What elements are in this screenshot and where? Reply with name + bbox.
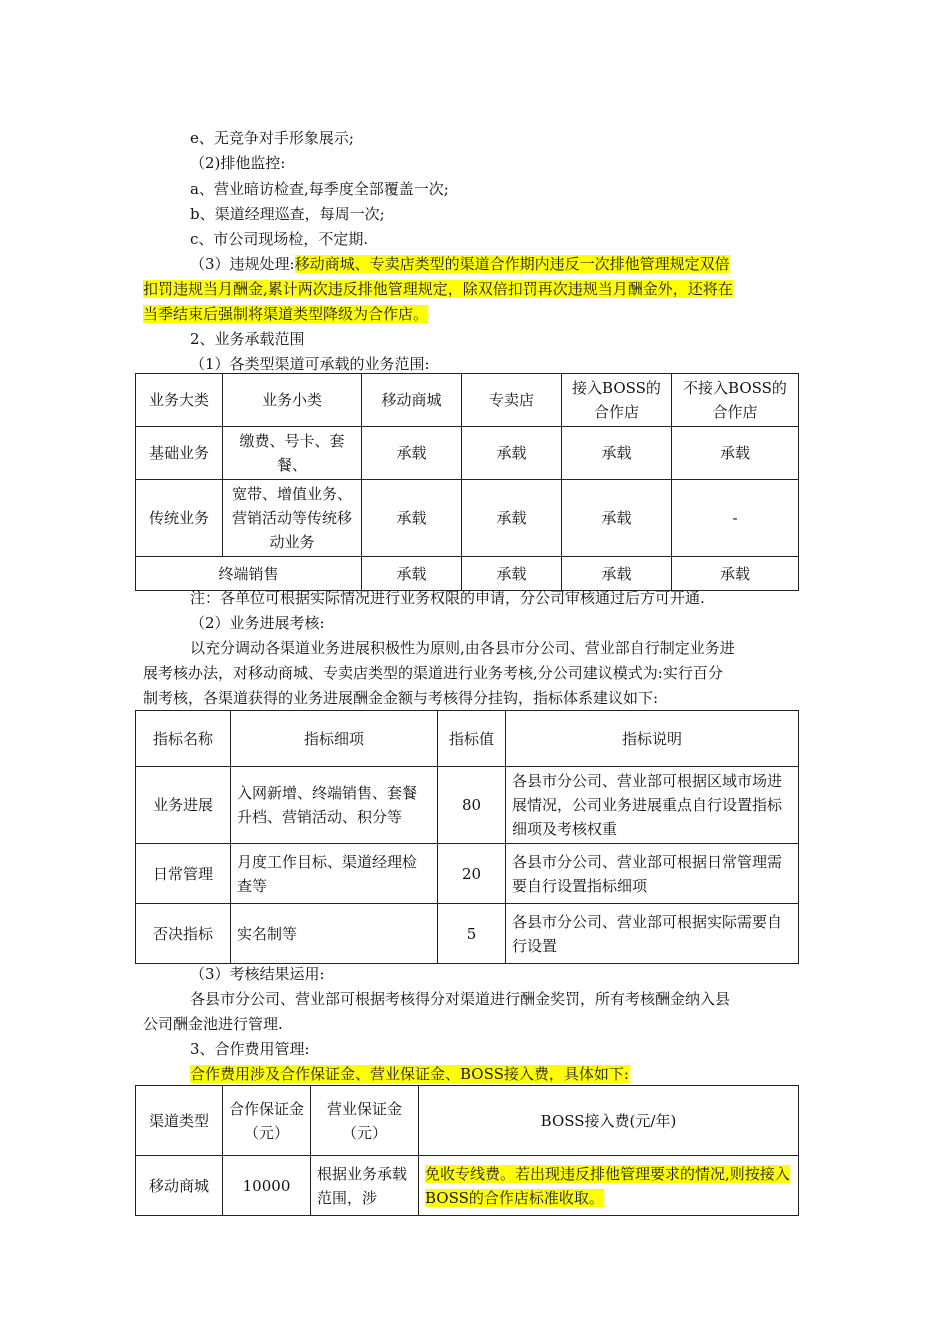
table-cell: 各县市分公司、营业部可根据日常管理需要自行设置指标细项 — [506, 844, 799, 904]
violation-heading: （3）违规处理: — [190, 255, 295, 273]
table-cell: 承载 — [562, 480, 672, 557]
table-cell: 移动商城 — [136, 1156, 223, 1216]
table-cell: 基础业务 — [136, 427, 223, 480]
table-header-cell: BOSS接入费(元/年) — [419, 1086, 799, 1156]
table-cell: 日常管理 — [136, 844, 231, 904]
table-header-cell: 业务小类 — [223, 374, 362, 427]
table-cell: 传统业务 — [136, 480, 223, 557]
list-item-a: a、营业暗访检查,每季度全部覆盖一次; — [190, 180, 449, 198]
table-header-cell: 移动商城 — [362, 374, 462, 427]
cooperation-fee-table — [135, 1085, 799, 1216]
result-heading: （3）考核结果运用: — [190, 965, 325, 983]
fee-cell-highlight: 免收专线费。若出现违反排他管理要求的情况,则按接入BOSS的合作店标准收取。 — [425, 1164, 790, 1207]
violation-highlight-1: 移动商城、专卖店类型的渠道合作期内违反一次排他管理规定双倍 — [294, 255, 730, 273]
table-cell: 业务进展 — [136, 767, 231, 844]
scope-heading: （1）各类型渠道可承载的业务范围: — [190, 355, 430, 373]
violation-highlight-2: 扣罚违规当月酬金,累计两次违反排他管理规定，除双倍扣罚再次违规当月酬金外，还将在 — [143, 280, 733, 298]
assessment-index-table — [135, 710, 799, 964]
table-cell: 承载 — [562, 557, 672, 591]
table-row — [136, 767, 799, 844]
table-cell: 承载 — [462, 557, 562, 591]
progress-paragraph-line-3: 制考核，各渠道获得的业务进展酬金金额与考核得分挂钩，指标体系建议如下: — [143, 689, 659, 707]
progress-paragraph-line-2: 展考核办法，对移动商城、专卖店类型的渠道进行业务考核,分公司建议模式为:实行百分 — [143, 664, 723, 682]
table-cell: 各县市分公司、营业部可根据实际需要自行设置 — [506, 904, 799, 964]
table-header-cell: 不接入BOSS的合作店 — [672, 374, 799, 427]
violation-line-1 — [190, 252, 730, 276]
table-cell: 10000 — [223, 1156, 311, 1216]
table-header-cell: 渠道类型 — [136, 1086, 223, 1156]
section-2-heading: 2、业务承载范围 — [190, 330, 305, 348]
table-header-row — [136, 1086, 799, 1156]
table-cell: 实名制等 — [231, 904, 438, 964]
table-cell: 80 — [438, 767, 506, 844]
table-row — [136, 480, 799, 557]
violation-line-3 — [143, 302, 428, 326]
result-paragraph-line-1: 各县市分公司、营业部可根据考核得分对渠道进行酬金奖罚，所有考核酬金纳入县 — [190, 990, 731, 1008]
table-cell — [419, 1156, 799, 1216]
table-cell: 否决指标 — [136, 904, 231, 964]
table-header-cell: 合作保证金（元） — [223, 1086, 311, 1156]
result-paragraph-line-2: 公司酬金池进行管理. — [143, 1015, 283, 1033]
table-row — [136, 844, 799, 904]
table-cell: 承载 — [462, 427, 562, 480]
violation-line-2 — [143, 277, 733, 301]
table-row — [136, 904, 799, 964]
table-cell: 承载 — [672, 557, 799, 591]
table-cell: 承载 — [462, 480, 562, 557]
fee-intro-highlight: 合作费用涉及合作保证金、营业保证金、BOSS接入费，具体如下: — [190, 1065, 629, 1083]
list-item-e: e、无竞争对手形象展示; — [190, 129, 354, 147]
progress-paragraph-line-1: 以充分调动各渠道业务进展积极性为原则,由各县市分公司、营业部自行制定业务进 — [190, 639, 735, 657]
table-header-cell: 指标说明 — [506, 711, 799, 767]
fee-intro-line — [190, 1062, 629, 1086]
list-item-c: c、市公司现场检，不定期. — [190, 230, 369, 248]
table-cell: 20 — [438, 844, 506, 904]
table-cell: 承载 — [672, 427, 799, 480]
table-header-row — [136, 711, 799, 767]
section-3-heading: 3、合作费用管理: — [190, 1040, 310, 1058]
table-cell: 各县市分公司、营业部可根据区域市场进展情况，公司业务进展重点自行设置指标细项及考核权重 — [506, 767, 799, 844]
monitor-heading: （2)排他监控: — [190, 154, 286, 172]
progress-heading: （2）业务进展考核: — [190, 614, 325, 632]
table-header-cell: 指标细项 — [231, 711, 438, 767]
table-row — [136, 427, 799, 480]
table-header-cell: 专卖店 — [462, 374, 562, 427]
table-cell: 5 — [438, 904, 506, 964]
table-cell: - — [672, 480, 799, 557]
table-cell: 月度工作目标、渠道经理检查等 — [231, 844, 438, 904]
table-cell: 承载 — [362, 480, 462, 557]
table-cell: 承载 — [362, 557, 462, 591]
table-cell: 终端销售 — [136, 557, 362, 591]
note-text: 注：各单位可根据实际情况进行业务权限的申请，分公司审核通过后方可开通. — [190, 589, 705, 607]
business-scope-table — [135, 373, 799, 591]
table-header-cell: 业务大类 — [136, 374, 223, 427]
table-header-cell: 指标值 — [438, 711, 506, 767]
table-row — [136, 1156, 799, 1216]
table-header-cell: 接入BOSS的合作店 — [562, 374, 672, 427]
table-cell: 承载 — [562, 427, 672, 480]
violation-highlight-3: 当季结束后强制将渠道类型降级为合作店。 — [143, 305, 429, 323]
table-header-cell: 指标名称 — [136, 711, 231, 767]
table-header-cell: 营业保证金（元） — [311, 1086, 419, 1156]
table-cell: 入网新增、终端销售、套餐升档、营销活动、积分等 — [231, 767, 438, 844]
table-cell: 承载 — [362, 427, 462, 480]
table-cell: 根据业务承载范围，涉 — [311, 1156, 419, 1216]
table-header-row — [136, 374, 799, 427]
table-cell: 缴费、号卡、套餐、 — [223, 427, 362, 480]
table-cell: 宽带、增值业务、营销活动等传统移动业务 — [223, 480, 362, 557]
list-item-b: b、渠道经理巡查，每周一次; — [190, 205, 385, 223]
